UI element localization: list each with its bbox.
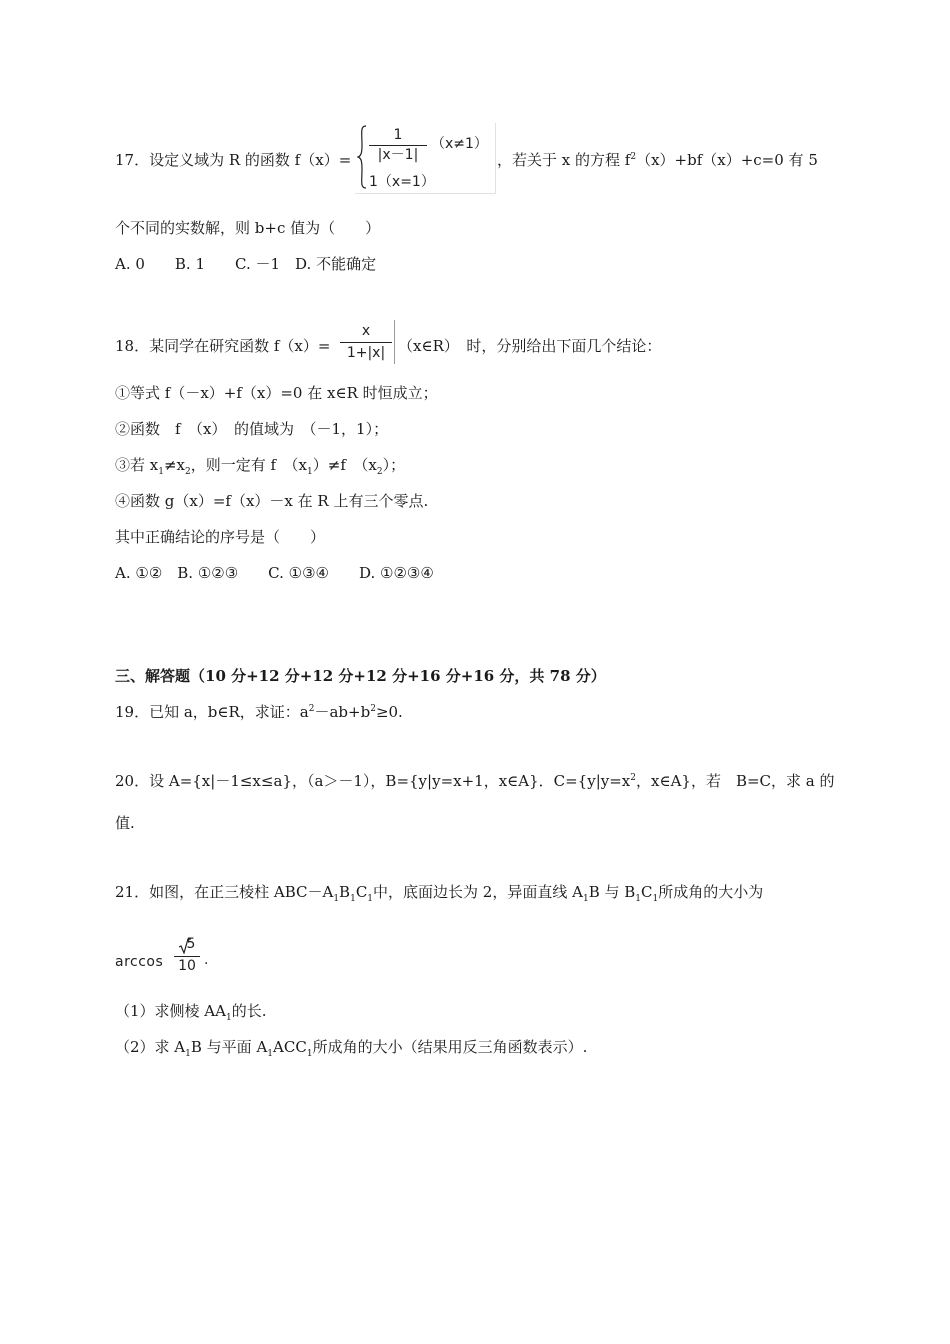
q17-line1 (115, 150, 351, 170)
superscript: 2 (370, 704, 376, 714)
q18-suffix: （x∈R） 时，分别给出下面几个结论： (398, 337, 662, 355)
q21-text: 21．如图，在正三棱柱 ABC－A (115, 883, 334, 901)
q21-text: B 与 B (588, 883, 636, 901)
fraction-bar (340, 342, 392, 343)
subscript: 1 (185, 1049, 191, 1059)
q20-line1 (115, 771, 835, 791)
q17-case1-fraction (369, 127, 427, 164)
q21-part1-text: （1）求侧棱 AA (115, 1002, 226, 1020)
q21-part2-text: ACC (273, 1038, 307, 1056)
q18-fraction-denominator: 1+|x| (346, 345, 386, 361)
q18-item3-text: ）； (382, 456, 406, 474)
q17-case1-denominator: |x－1| (377, 147, 419, 163)
subscript: 1 (350, 894, 356, 904)
q17-options: A. 0 B. 1 C. －1 D. 不能确定 (115, 255, 377, 273)
q21-part2-text: （2）求 A (115, 1038, 186, 1056)
arccos-denominator: 10 (178, 958, 196, 974)
superscript: 2 (630, 773, 636, 783)
subscript: 1 (582, 894, 589, 904)
section3-title: 三、解答题（10 分+12 分+12 分+12 分+16 分+16 分，共 78 分） (115, 667, 606, 685)
subscript: 1 (306, 1049, 313, 1059)
q17-case2: 1（x=1） (369, 174, 435, 190)
q18-item3-text: ≠x (163, 456, 185, 474)
q17-prefix: 17．设定义域为 R 的函数 f（x）= (115, 151, 352, 169)
q17-case1-condition: （x≠1） (431, 136, 488, 152)
q18-item1: ①等式 f（－x）+f（x）=0 在 x∈R 时恒成立； (115, 384, 438, 402)
q17-piecewise-formula (355, 123, 496, 194)
q21-text: C (641, 883, 653, 901)
arccos-numerator: 5 (186, 936, 196, 952)
q18-item3-text: ③若 x (115, 456, 159, 474)
period: . (204, 952, 209, 968)
q17-suffix2: （x）+bf（x）+c=0 有 5 (636, 151, 818, 169)
subscript: 1 (307, 467, 313, 477)
fraction-bar (369, 145, 427, 146)
q18-options: A. ①② B. ①②③ C. ①③④ D. ①②③④ (115, 564, 434, 582)
q18-question: 其中正确结论的序号是（ ） (115, 528, 326, 546)
q18-fraction-formula (338, 320, 395, 364)
q17-line2: 个不同的实数解，则 b+c 值为（ ） (115, 219, 381, 237)
subscript: 1 (158, 467, 164, 477)
q18-prefix: 18．某同学在研究函数 f（x）= (115, 337, 331, 355)
q19-prefix: 19．已知 a，b∈R，求证：a (115, 703, 309, 721)
subscript: 2 (185, 467, 191, 477)
q21-line1 (115, 882, 763, 902)
subscript: 1 (635, 894, 642, 904)
q19-suffix: ≥0. (375, 703, 403, 721)
q21-text: 中，底面边长为 2，异面直线 A (373, 883, 583, 901)
q18-item3-text: ）≠f （x (312, 456, 377, 474)
superscript: 2 (308, 704, 315, 714)
q21-text: 所成角的大小为 (658, 883, 764, 901)
q21-text: B (339, 883, 351, 901)
q21-part2-text: 所成角的大小（结果用反三角函数表示）. (312, 1038, 588, 1056)
q18-item4: ④函数 g（x）=f（x）－x 在 R 上有三个零点. (115, 492, 429, 510)
q17-suffix: ，若关于 x 的方程 f (497, 151, 631, 169)
q18-item3 (115, 455, 405, 475)
q20-text: ，x∈A}，若 B=C，求 a 的 (636, 772, 835, 790)
subscript: 1 (267, 1049, 274, 1059)
subscript: 1 (367, 894, 374, 904)
subscript: 1 (652, 894, 659, 904)
fraction-bar (174, 956, 200, 957)
q21-part1 (115, 1001, 267, 1021)
q21-text: C (355, 883, 368, 901)
q21-part2-text: B 与平面 A (190, 1038, 268, 1056)
q18-item2: ②函数 f （x） 的值域为 （－1，1）； (115, 420, 389, 438)
q17-case1-numerator: 1 (393, 127, 403, 143)
q19-mid: －ab+b (314, 703, 371, 721)
q17-sup: 2 (630, 152, 637, 162)
q17-line1-rest (497, 150, 818, 170)
q21-arccos-formula (113, 934, 209, 980)
q18-item3-text: ，则一定有 f （x (190, 456, 308, 474)
left-brace-icon (357, 125, 367, 189)
arccos-function: arccos (115, 954, 164, 970)
q19-text (115, 702, 403, 722)
q20-text: 20．设 A={x|－1≤x≤a}，（a＞－1），B={y|y=x+1，x∈A}．C={y|y=x (115, 772, 631, 790)
q20-line2: 值. (115, 814, 135, 832)
q18-fraction-numerator: x (361, 323, 371, 339)
subscript: 2 (376, 467, 383, 477)
subscript: 1 (225, 1013, 232, 1023)
subscript: 1 (333, 894, 340, 904)
q21-part2 (115, 1037, 587, 1057)
q21-part1-text: 的长. (231, 1002, 267, 1020)
